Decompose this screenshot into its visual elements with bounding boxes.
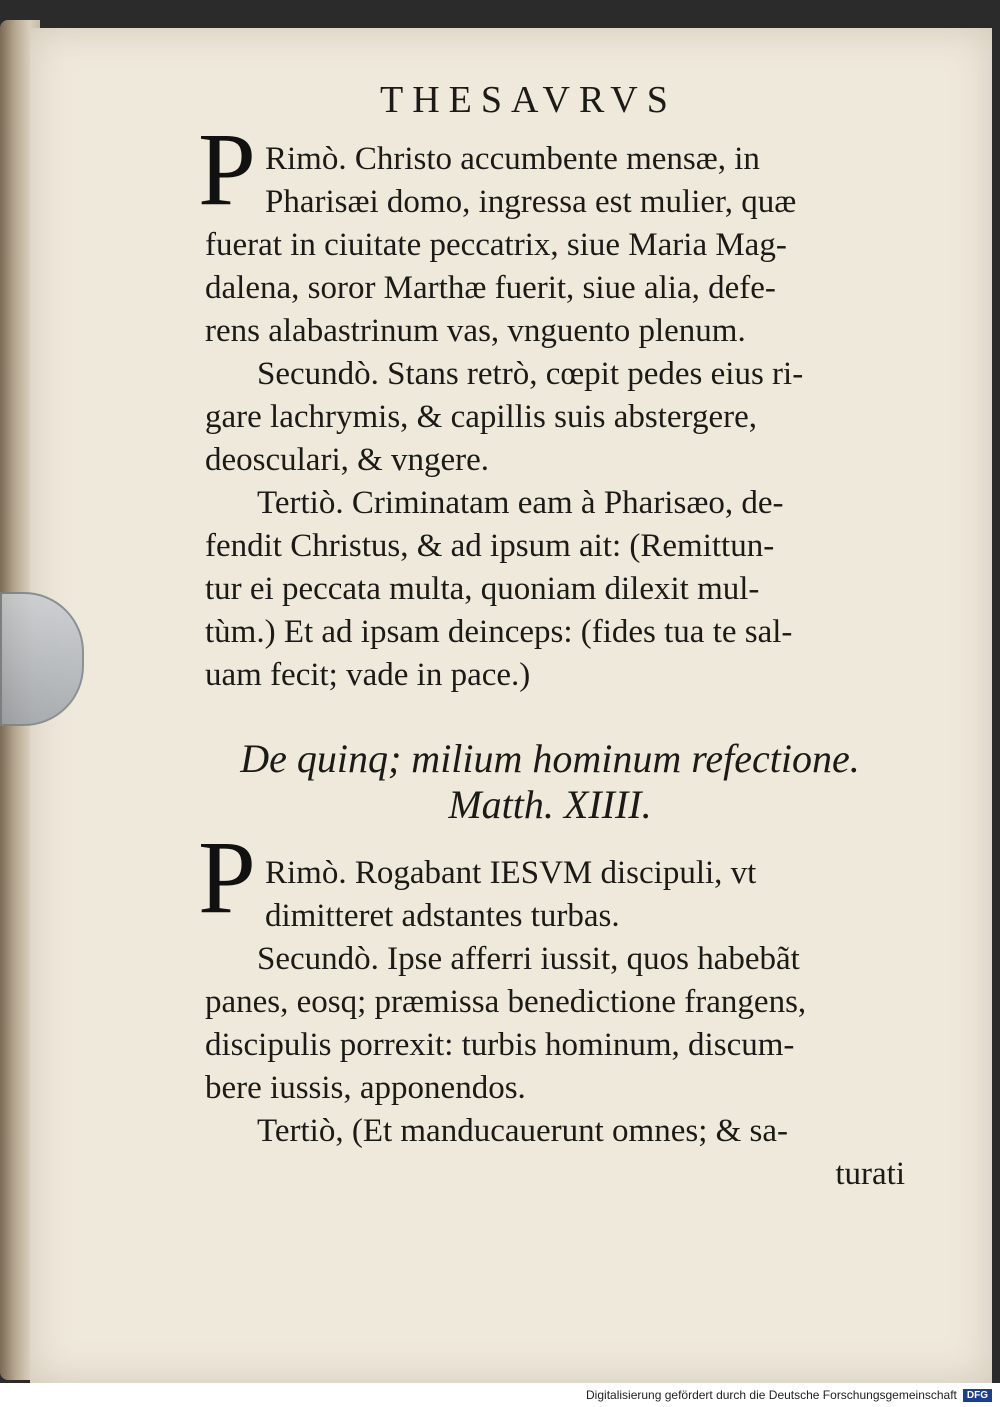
section-reference: Matth. XIIII. [448, 782, 652, 827]
digitization-footer [0, 1383, 1000, 1407]
text-line: Tertiò, (Et manducauerunt omnes; & sa- [257, 1113, 789, 1149]
text-line: dalena, soror Marthæ fuerit, siue alia, defe- [205, 270, 776, 306]
footer-text: Digitalisierung gefördert durch die Deutsche Forschungsgemeinschaft [586, 1388, 957, 1402]
section2-text [205, 852, 905, 1196]
catchword: turati [835, 1156, 905, 1192]
text-line: uam fecit; vade in pace.) [205, 657, 531, 693]
dfg-logo: DFG [963, 1389, 992, 1402]
text-line: Pharisæi domo, ingressa est mulier, quæ [265, 184, 797, 220]
text-line: deosculari, & vngere. [205, 442, 490, 478]
text-line: fendit Christus, & ad ipsum ait: (Remittun- [205, 528, 775, 564]
text-line: Secundò. Stans retrò, cœpit pedes eius ri- [257, 356, 804, 392]
text-line: fuerat in ciuitate peccatrix, siue Maria Mag- [205, 227, 787, 263]
text-line: Tertiò. Criminatam eam à Pharisæo, de- [257, 485, 784, 521]
text-line: panes, eosq; præmissa benedictione frangens, [205, 984, 807, 1020]
text-line: tùm.) Et ad ipsam deinceps: (fides tua te sal- [205, 614, 793, 650]
text-line: discipulis porrexit: turbis hominum, discum- [205, 1027, 795, 1063]
text-line: Rimò. Rogabant IESVM discipuli, vt [265, 855, 757, 891]
text-line: Secundò. Ipse afferri iussit, quos habebãt [257, 941, 800, 977]
drop-cap-2: P [198, 820, 256, 935]
text-line: tur ei peccata multa, quoniam dilexit mul- [205, 571, 760, 607]
text-line: Rimò. Christo accumbente mensæ, in [265, 141, 760, 177]
section-title: De quinq; milium hominum refectione. [240, 736, 860, 781]
drop-cap-1: P [198, 112, 256, 227]
text-line: gare lachrymis, & capillis suis abstergere, [205, 399, 757, 435]
text-line: rens alabastrinum vas, vnguento plenum. [205, 313, 746, 349]
running-header: THESAVRVS [380, 79, 677, 121]
text-line: bere iussis, apponendos. [205, 1070, 526, 1106]
text-line: dimitteret adstantes turbas. [265, 898, 620, 934]
section1-text [205, 138, 905, 697]
